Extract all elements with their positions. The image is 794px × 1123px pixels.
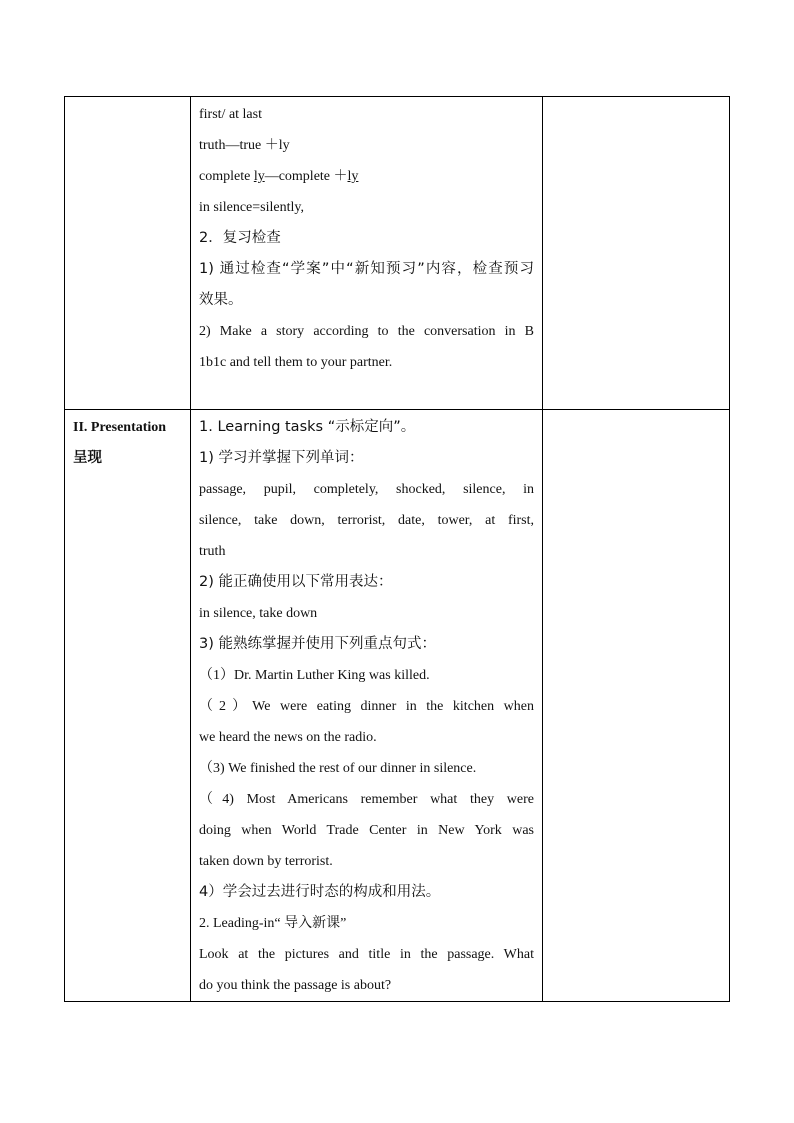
- text-line: passage, pupil, completely, shocked, silence, in: [199, 482, 534, 497]
- text-line: （2）We were eating dinner in the kitchen when: [199, 699, 534, 714]
- text-line: 效果。: [199, 292, 243, 308]
- text-line: in silence=silently,: [199, 200, 304, 215]
- stage-title: II. Presentation: [73, 420, 167, 435]
- text-line: first/ at last: [199, 107, 262, 122]
- text-line: taken down by terrorist.: [199, 854, 333, 869]
- text-line: silence, take down, terrorist, date, tower, at first,: [199, 513, 534, 528]
- text-line: 3) 能熟练掌握并使用下列重点句式：: [199, 636, 436, 652]
- text-line: 2) 能正确使用以下常用表达：: [199, 574, 393, 590]
- content-cell: [191, 410, 543, 1002]
- text-line: 1) 通过检查“学案”中“新知预习”内容，检查预习: [199, 261, 534, 277]
- text-fragment: complete: [199, 169, 254, 184]
- text-line: in silence, take down: [199, 606, 318, 621]
- text-line: Look at the pictures and title in the passage. What: [199, 947, 534, 962]
- notes-cell: [543, 97, 730, 410]
- table-row: [65, 97, 730, 410]
- text-line: 1b1c and tell them to your partner.: [199, 355, 393, 370]
- text-line: truth—true ＋ly: [199, 138, 290, 153]
- text-line: truth: [199, 544, 226, 559]
- table-row: [65, 410, 730, 1002]
- stage-cell: [65, 97, 191, 410]
- text-line: do you think the passage is about?: [199, 978, 392, 993]
- text-fragment: —complete ＋: [264, 169, 348, 184]
- stage-title-zh: 呈现: [73, 450, 102, 466]
- text-line: 4）学会过去进行时态的构成和用法。: [199, 884, 441, 900]
- text-line: doing when World Trade Center in New York was: [199, 823, 534, 838]
- text-line: [199, 161, 534, 192]
- stage-cell: [65, 410, 191, 1002]
- text-line: 1. Learning tasks “示标定向”。: [199, 419, 416, 435]
- text-line: 1) 学习并掌握下列单词：: [199, 450, 364, 466]
- text-line: （4) Most Americans remember what they were: [199, 792, 534, 807]
- text-line: 2) Make a story according to the conversation in B: [199, 324, 534, 339]
- notes-cell: [543, 410, 730, 1002]
- underlined-suffix: ly: [347, 169, 359, 184]
- section-heading: 2．复习检查: [199, 230, 281, 246]
- content-cell: [191, 97, 543, 410]
- lesson-plan-table: [64, 96, 730, 1002]
- text-line: （1）Dr. Martin Luther King was killed.: [199, 668, 430, 683]
- text-line: we heard the news on the radio.: [199, 730, 377, 745]
- text-line: （3) We finished the rest of our dinner in silence.: [199, 761, 477, 776]
- underlined-suffix: ly: [253, 169, 265, 184]
- text-line: 2. Leading-in“ 导入新课”: [199, 916, 347, 931]
